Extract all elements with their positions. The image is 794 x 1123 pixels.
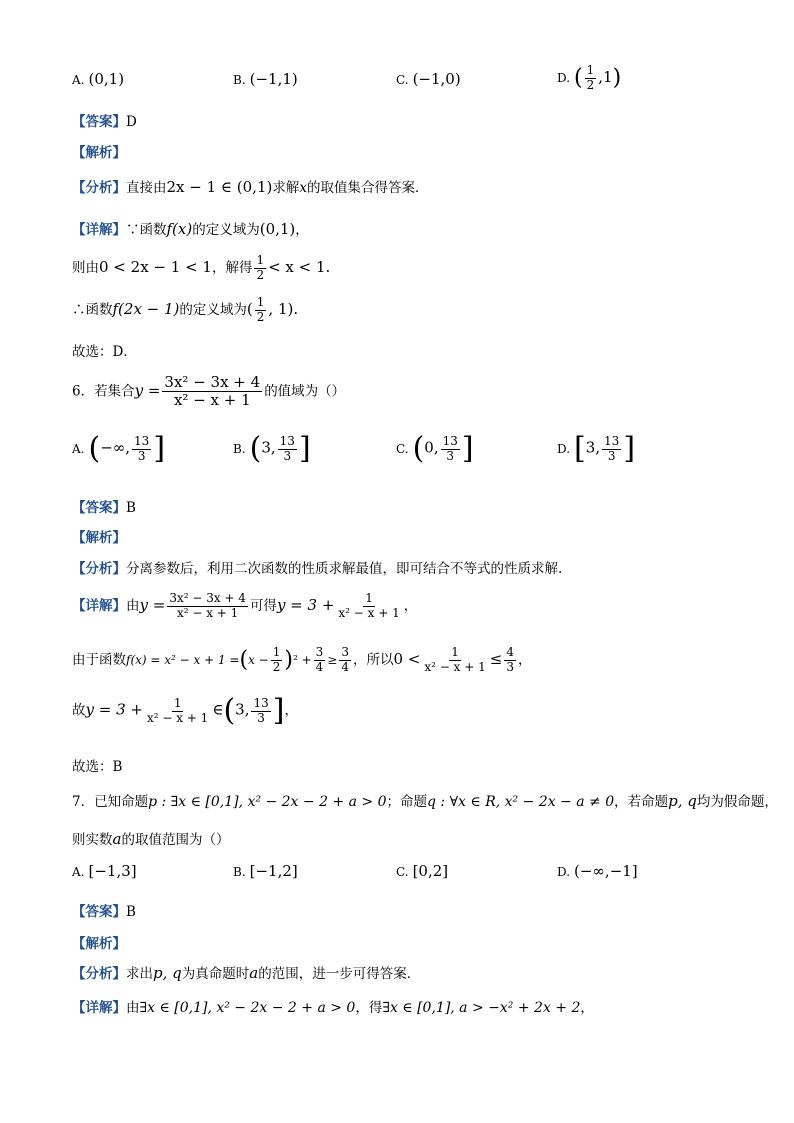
q7-stem-1: 7．已知命题p : ∃x ∈ [0,1], x² − 2x − 2 + a > 0；命题q : ∀x ∈ R, x² − 2x − a ≠ 0，若命题p, q均为假命题， [72,792,778,810]
q5-answer: 【答案】D [72,114,137,130]
q6-guxuan: 故选：B [72,759,123,775]
q6-xiangjie-3: 故y = 3 + $\frac{1}{\text{x² − x + 1}}$ ∈(3, $\frac{13}{3}$ ]， [72,693,298,728]
q5-jiexi: 【解析】 [72,145,126,161]
q5-guxuan: 故选：D． [72,344,137,360]
q5-xiangjie-1: 【详解】∵函数f(x)的定义域为(0,1)， [72,220,309,238]
q7-stem-2: 则实数a的取值范围为（） [72,830,230,848]
q5-fenxi: 【分析】直接由2x − 1 ∈ (0,1)求解x的取值集合得答案． [72,178,429,196]
q7-answer: 【答案】B [72,904,136,920]
q5-option-b: B. (−1,1) [233,70,298,88]
q7-jiexi: 【解析】 [72,936,126,952]
q7-option-b: B. [−1,2] [233,862,298,880]
q7-xiangjie: 【详解】由∃x ∈ [0,1], x² − 2x − 2 + a > 0，得∃x ∈ [0,1], a > −x² + 2x + 2， [72,1000,594,1016]
q6-option-b: B. (3, $\frac{13}{3}$ ] [233,431,311,466]
q7-option-c: C. [0,2] [396,862,449,880]
q7-fenxi: 【分析】求出p, q为真命题时a的范围，进一步可得答案． [72,964,421,982]
q6-option-a: A. (−∞, $\frac{13}{3}$ ] [72,431,166,466]
q5-xiangjie-3: ∴函数f(2x − 1)的定义域为( $\frac{1}{2}$ , 1). [72,295,299,324]
q5-xiangjie-2: 则由0 < 2x − 1 < 1，解得 $\frac{1}{2}$ < x < 1. [72,253,331,282]
q5-option-a: A. (0,1) [72,70,125,88]
q7-option-d: D. (−∞,−1] [557,862,638,880]
q6-fenxi: 【分析】分离参数后，利用二次函数的性质求解最值，即可结合不等式的性质求解. [72,561,563,577]
q6-jiexi: 【解析】 [72,530,126,546]
q6-option-d: D. [3, $\frac{13}{3}$ ] [557,431,636,466]
q6-answer: 【答案】B [72,500,136,516]
q6-stem: 6．若集合y = $\frac{\text{3x² − 3x + 4}}{\text{x² − x + 1}}$ 的值域为（） [72,373,346,410]
q6-option-c: C. (0, $\frac{13}{3}$ ] [396,431,474,466]
q7-option-a: A. [−1,3] [72,862,137,880]
q6-xiangjie-2: 由于函数f(x) = x² − x + 1 =(x − $\frac{1}{2}$ )² + $\frac{3}{4}$ ≥ $\frac{3}{4}$ ，所以0 < $\frac{1}{\text{x² − x + 1}}$ ≤ $\frac{4}{3}$ ， [72,645,532,674]
q5-option-d: D. ( $\frac{1}{2}$ ,1) [557,63,622,92]
q6-xiangjie-1: 【详解】由y = $\frac{\text{3x² − 3x + 4}}{\text{x² − x + 1}}$ 可得y = 3 + $\frac{1}{\text{x² − x + 1}}$ ， [72,591,418,620]
q5-option-c: C. (−1,0) [396,70,461,88]
